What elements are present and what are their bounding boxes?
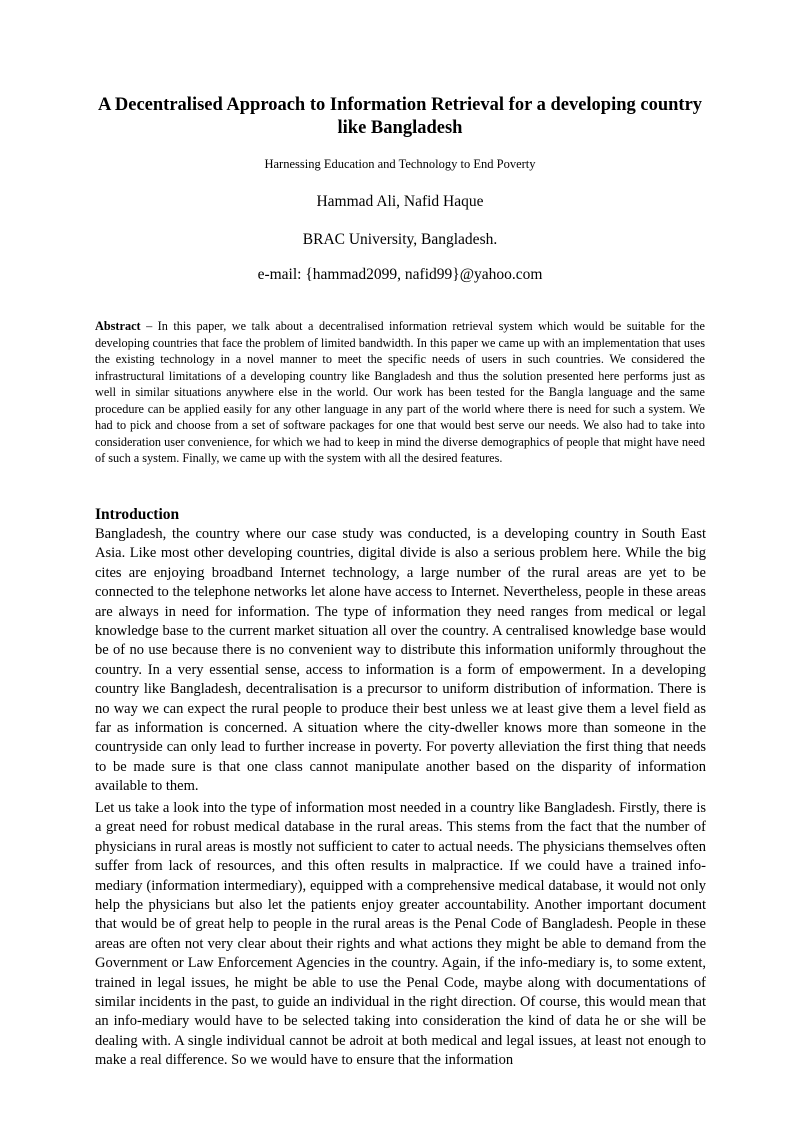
section-heading-introduction: Introduction bbox=[95, 506, 180, 523]
paper-title: A Decentralised Approach to Information Retrieval for a developing country like Bangladesh bbox=[97, 95, 703, 138]
abstract bbox=[95, 318, 705, 467]
abstract-label: Abstract bbox=[95, 319, 141, 333]
author-list: Hammad Ali, Nafid Haque bbox=[316, 193, 484, 210]
body-paragraph: Bangladesh, the country where our case study was conducted, is a developing country in South East Asia. Like most other developing countries, digital divide is also a serious problem here. While the big cites are enjoying broadband Internet technology, a large number of the rural areas are yet to be connected to the telephone networks let alone have access to Internet. Nevertheless, people in these areas are always in need for information. The type of information they need ranges from medical or legal knowledge base to the current market situation all over the country. A centralised knowledge base would be of no use because there is no convenient way to distribute this information uniformly throughout the country. In a very essential sense, access to information is a form of empowerment. In a developing country like Bangladesh, decentralisation is a precursor to uniform distribution of information. There is no way we can expect the rural people to produce their best unless we at least give them a level field as far as information is concerned. A situation where the city-dweller knows more than someone in the countryside can only lead to further increase in poverty. For poverty alleviation the first thing that needs to be made sure is that one class cannot manipulate another based on the disparity of information available to them. bbox=[95, 526, 706, 795]
paper-subtitle: Harnessing Education and Technology to End Poverty bbox=[264, 157, 536, 171]
author-email: e-mail: {hammad2099, nafid99}@yahoo.com bbox=[257, 266, 543, 283]
body-paragraph: Let us take a look into the type of information most needed in a country like Bangladesh. Firstly, there is a great need for robust medical database in the rural areas. This stems from the fact that the number of physicians in rural areas is mostly not sufficient to cater to actual needs. The physicians themselves often suffer from lack of resources, and this often results in malpractice. If we could have a trained info-mediary (information intermediary), equipped with a comprehensive medical database, it would not only help the physicians but also let the patients enjoy greater accountability. Another important document that would be of great help to people in the rural areas is the Penal Code of Bangladesh. People in these areas are often not very clear about their rights and what actions they might be able to demand from the Government or Law Enforcement Agencies in the country. Again, if the info-mediary is, to some extent, trained in legal issues, he might be able to use the Penal Code, maybe along with documentations of similar incidents in the past, to guide an individual in the right direction. Of course, this would mean that an info-mediary would have to be selected taking into consideration the kind of data he or she will be dealing with. A single individual cannot be adroit at both medical and legal issues, at least not enough to make a real difference. So we would have to ensure that the information bbox=[95, 800, 706, 1069]
abstract-text: – In this paper, we talk about a decentralised information retrieval system which would be suitable for the developing countries that face the problem of limited bandwidth. In this paper we came up with an implementation that uses the existing technology in a novel manner to meet the specific needs of users in such countries. We considered the infrastructural limitations of a developing country like Bangladesh and thus the solution presented here performs just as well in similar situations anywhere else in the world. Our work has been tested for the Bangla language and the same procedure can be applied easily for any other language in any part of the world where there is need for such a system. We had to pick and choose from a set of software packages for one that would best serve our needs. We also had to take into consideration user convenience, for which we had to keep in mind the diverse demographics of people that might have need of such a system. Finally, we came up with the system with all the desired features. bbox=[95, 319, 705, 465]
author-affiliation: BRAC University, Bangladesh. bbox=[302, 231, 498, 248]
